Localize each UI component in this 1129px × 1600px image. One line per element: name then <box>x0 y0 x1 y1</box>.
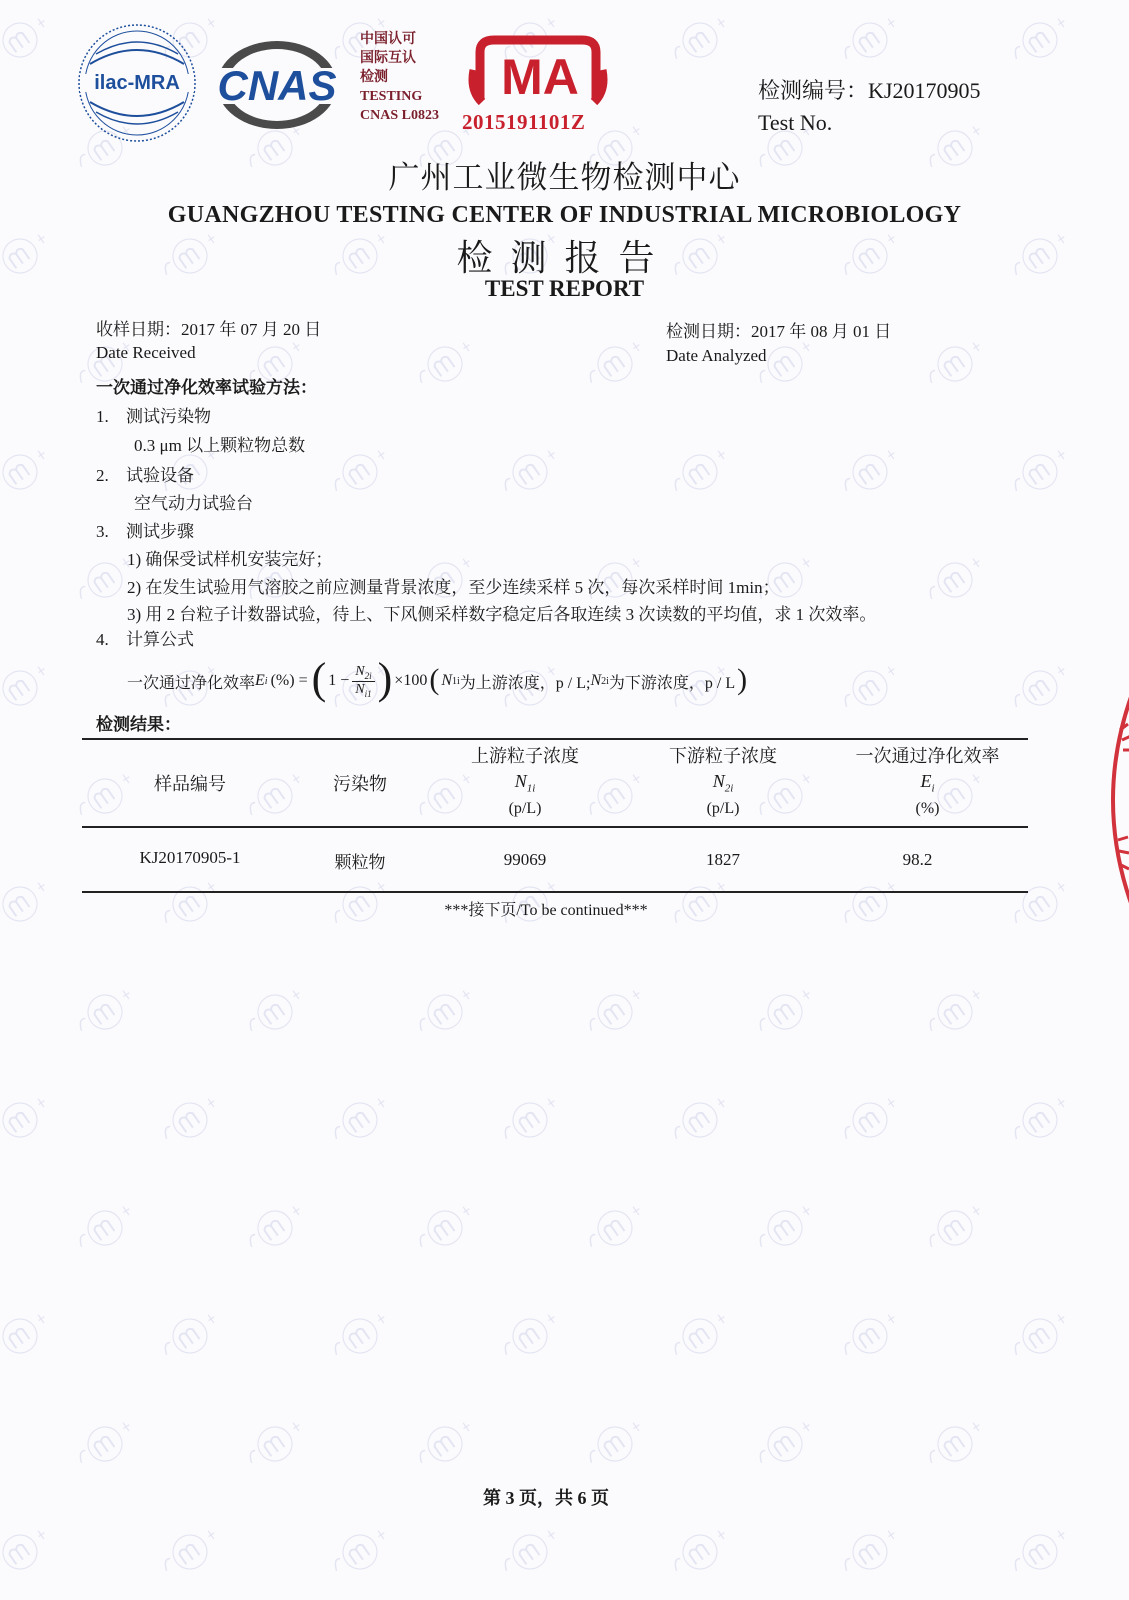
formula-var: N <box>355 681 365 697</box>
watermark-mark <box>581 980 650 1043</box>
svg-text:MA: MA <box>501 49 579 105</box>
watermark-mark <box>1006 656 1075 719</box>
watermark-mark <box>71 1196 140 1259</box>
method-item-title: 测试步骤 <box>126 522 194 541</box>
formula-one: 1 − <box>328 672 350 689</box>
watermark-mark <box>666 440 735 503</box>
watermark-mark <box>666 1304 735 1367</box>
watermark-mark <box>836 1088 905 1151</box>
symbol-sub: 1i <box>526 782 536 795</box>
watermark-mark <box>1006 440 1075 503</box>
watermark-mark <box>751 1196 820 1259</box>
watermark-mark <box>71 980 140 1043</box>
watermark-mark <box>836 656 905 719</box>
watermark-mark <box>666 1088 735 1151</box>
method-heading: 一次通过净化效率试验方法： <box>96 378 317 397</box>
watermark-mark <box>156 1088 225 1151</box>
formula-var: E <box>255 672 265 689</box>
cnas-line: 中国认可 <box>360 32 416 47</box>
watermark-mark <box>921 1196 990 1259</box>
step-line: 3) 用 2 台粒子计数器试验，待上、下风侧采样数字稳定后各取连续 3 次读数的平均值，求 1 次效率。 <box>127 605 877 624</box>
formula-note: 为下游浓度，p / L <box>608 674 736 692</box>
watermark-mark <box>411 1196 480 1259</box>
svg-text:ilac-MRA: ilac-MRA <box>94 72 180 94</box>
method-item-num: 4. <box>96 630 109 649</box>
watermark-mark <box>0 8 55 71</box>
svg-text:CNAS: CNAS <box>217 62 337 109</box>
table-header-rule <box>82 826 1028 828</box>
formula-note: 为上游浓度，p / L; <box>459 674 591 692</box>
formula-fraction <box>352 664 374 699</box>
watermark-mark <box>836 8 905 71</box>
cnas-logo <box>210 36 344 134</box>
symbol-var: N <box>514 771 527 791</box>
step-line: 1) 确保受试样机安装完好； <box>127 550 333 569</box>
watermark-mark <box>836 1304 905 1367</box>
watermark-mark <box>496 440 565 503</box>
efficiency-formula <box>127 652 747 710</box>
cell-sample-id: KJ20170905-1 <box>139 848 241 867</box>
cell-downstream: 1827 <box>706 850 740 869</box>
formula-paren-right: ) <box>377 654 393 703</box>
symbol-var: E <box>920 771 932 791</box>
seal-stamp-edge <box>1092 690 1129 910</box>
formula-denominator <box>352 682 374 699</box>
symbol-sub: 2i <box>724 782 734 795</box>
column-header-downstream-symbol <box>638 771 808 795</box>
step-line: 2) 在发生试验用气溶胶之前应测量背景浓度，至少连续采样 5 次，每次采样时间 1min； <box>127 578 780 597</box>
date-analyzed-label-en: Date Analyzed <box>666 346 767 365</box>
watermark-mark <box>666 1520 735 1583</box>
formula-sub: i <box>264 675 268 687</box>
method-item-title: 计算公式 <box>126 630 194 649</box>
formula-sub: i1 <box>364 688 372 699</box>
watermark-mark <box>836 1520 905 1583</box>
watermark-mark <box>0 1304 55 1367</box>
watermark-mark <box>241 1412 310 1475</box>
watermark-mark <box>1006 1304 1075 1367</box>
cnas-line: CNAS L0823 <box>360 108 439 123</box>
watermark-mark <box>751 1412 820 1475</box>
watermark-mark <box>921 332 990 395</box>
method-item-body: 空气动力试验台 <box>134 494 253 513</box>
cma-logo <box>468 30 608 110</box>
watermark-mark <box>411 332 480 395</box>
formula-sub: 2i <box>364 670 372 681</box>
watermark-mark <box>1006 8 1075 71</box>
formula-numerator <box>352 664 374 682</box>
watermark-mark <box>921 1412 990 1475</box>
formula-times: ×100 <box>394 672 428 689</box>
watermark-mark <box>921 548 990 611</box>
watermark-mark <box>0 656 55 719</box>
table-bottom-rule <box>82 891 1028 893</box>
formula-var: N <box>590 672 602 689</box>
watermark-mark <box>496 1520 565 1583</box>
formula-unit: (%) = <box>270 672 308 689</box>
ilac-mra-logo <box>76 22 198 144</box>
method-item-title: 测试污染物 <box>126 407 211 426</box>
formula-note-paren-left: ( <box>429 662 440 696</box>
test-number-label-en: Test No. <box>758 110 833 135</box>
method-item-num: 2. <box>96 466 109 485</box>
cell-pollutant: 颗粒物 <box>334 853 386 872</box>
cnas-line: TESTING <box>360 89 423 104</box>
test-number-label: 检测编号： <box>758 78 869 103</box>
watermark-mark <box>156 1520 225 1583</box>
watermark-mark <box>666 8 735 71</box>
formula-sub: 1i <box>452 675 460 687</box>
cnas-line: 国际互认 <box>360 51 416 66</box>
method-item-title: 试验设备 <box>126 466 194 485</box>
column-header-upstream-unit: (p/L) <box>508 800 542 817</box>
cnas-accreditation-text <box>360 30 460 125</box>
test-number-value: KJ20170905 <box>868 78 981 103</box>
column-header-efficiency-symbol <box>840 771 1015 795</box>
continued-note: ***接下页/To be continued*** <box>444 902 648 919</box>
date-received: 收样日期：2017 年 07 月 20 日 <box>96 320 322 339</box>
results-heading: 检测结果： <box>96 715 181 734</box>
center-name-cn: 广州工业微生物检测中心 <box>388 160 741 195</box>
watermark-mark <box>326 1304 395 1367</box>
watermark-mark <box>0 440 55 503</box>
watermark-mark <box>411 1412 480 1475</box>
watermark-mark <box>921 980 990 1043</box>
watermark-mark <box>241 980 310 1043</box>
date-received-label-en: Date Received <box>96 343 196 362</box>
column-header-efficiency-unit: (%) <box>915 800 940 817</box>
cell-efficiency: 98.2 <box>902 850 933 869</box>
watermark-mark <box>326 1520 395 1583</box>
watermark-mark <box>496 1304 565 1367</box>
center-name-en: GUANGZHOU TESTING CENTER OF INDUSTRIAL MICROBIOLOGY <box>167 202 962 228</box>
test-number <box>758 76 980 106</box>
formula-prefix: 一次通过净化效率 <box>127 674 256 692</box>
column-header-downstream-unit: (p/L) <box>706 800 740 817</box>
table-top-rule <box>82 738 1028 740</box>
report-title-en: TEST REPORT <box>484 276 645 301</box>
formula-sub: 2i <box>601 675 609 687</box>
method-item-body: 0.3 μm 以上颗粒物总数 <box>134 436 306 455</box>
watermark-mark <box>326 1088 395 1151</box>
watermark-mark <box>581 1412 650 1475</box>
watermark-mark <box>0 1520 55 1583</box>
column-header-upstream-symbol <box>440 771 610 795</box>
watermark-mark <box>326 440 395 503</box>
formula-var: N <box>441 672 452 689</box>
watermark-mark <box>581 1196 650 1259</box>
symbol-var: N <box>712 771 725 791</box>
watermark-mark <box>1006 1520 1075 1583</box>
watermark-mark <box>581 332 650 395</box>
watermark-mark <box>836 440 905 503</box>
watermark-mark <box>71 1412 140 1475</box>
report-title-cn: 检测报告 <box>456 238 673 278</box>
watermark-mark <box>0 1088 55 1151</box>
watermark-mark <box>241 1196 310 1259</box>
formula-note-paren-right: ) <box>737 662 748 696</box>
column-header-efficiency: 一次通过净化效率 <box>855 746 1000 766</box>
column-header-downstream: 下游粒子浓度 <box>669 746 777 766</box>
cnas-line: 检测 <box>360 70 388 85</box>
date-analyzed: 检测日期：2017 年 08 月 01 日 <box>666 322 892 341</box>
watermark-mark <box>1006 1088 1075 1151</box>
page-footer: 第 3 页，共 6 页 <box>483 1488 609 1508</box>
column-header-upstream: 上游粒子浓度 <box>471 746 579 766</box>
column-header-pollutant: 污染物 <box>333 774 387 794</box>
watermark-mark <box>751 980 820 1043</box>
method-item-num: 3. <box>96 522 109 541</box>
column-header-sample: 样品编号 <box>154 774 226 794</box>
formula-paren-left: ( <box>311 654 327 703</box>
formula-var: N <box>355 663 365 679</box>
cell-upstream: 99069 <box>503 850 547 869</box>
cma-number: 2015191101Z <box>462 110 586 134</box>
watermark-mark <box>496 1088 565 1151</box>
watermark-mark <box>411 980 480 1043</box>
symbol-sub: i <box>931 782 935 795</box>
watermark-mark <box>156 1304 225 1367</box>
method-item-num: 1. <box>96 407 109 426</box>
